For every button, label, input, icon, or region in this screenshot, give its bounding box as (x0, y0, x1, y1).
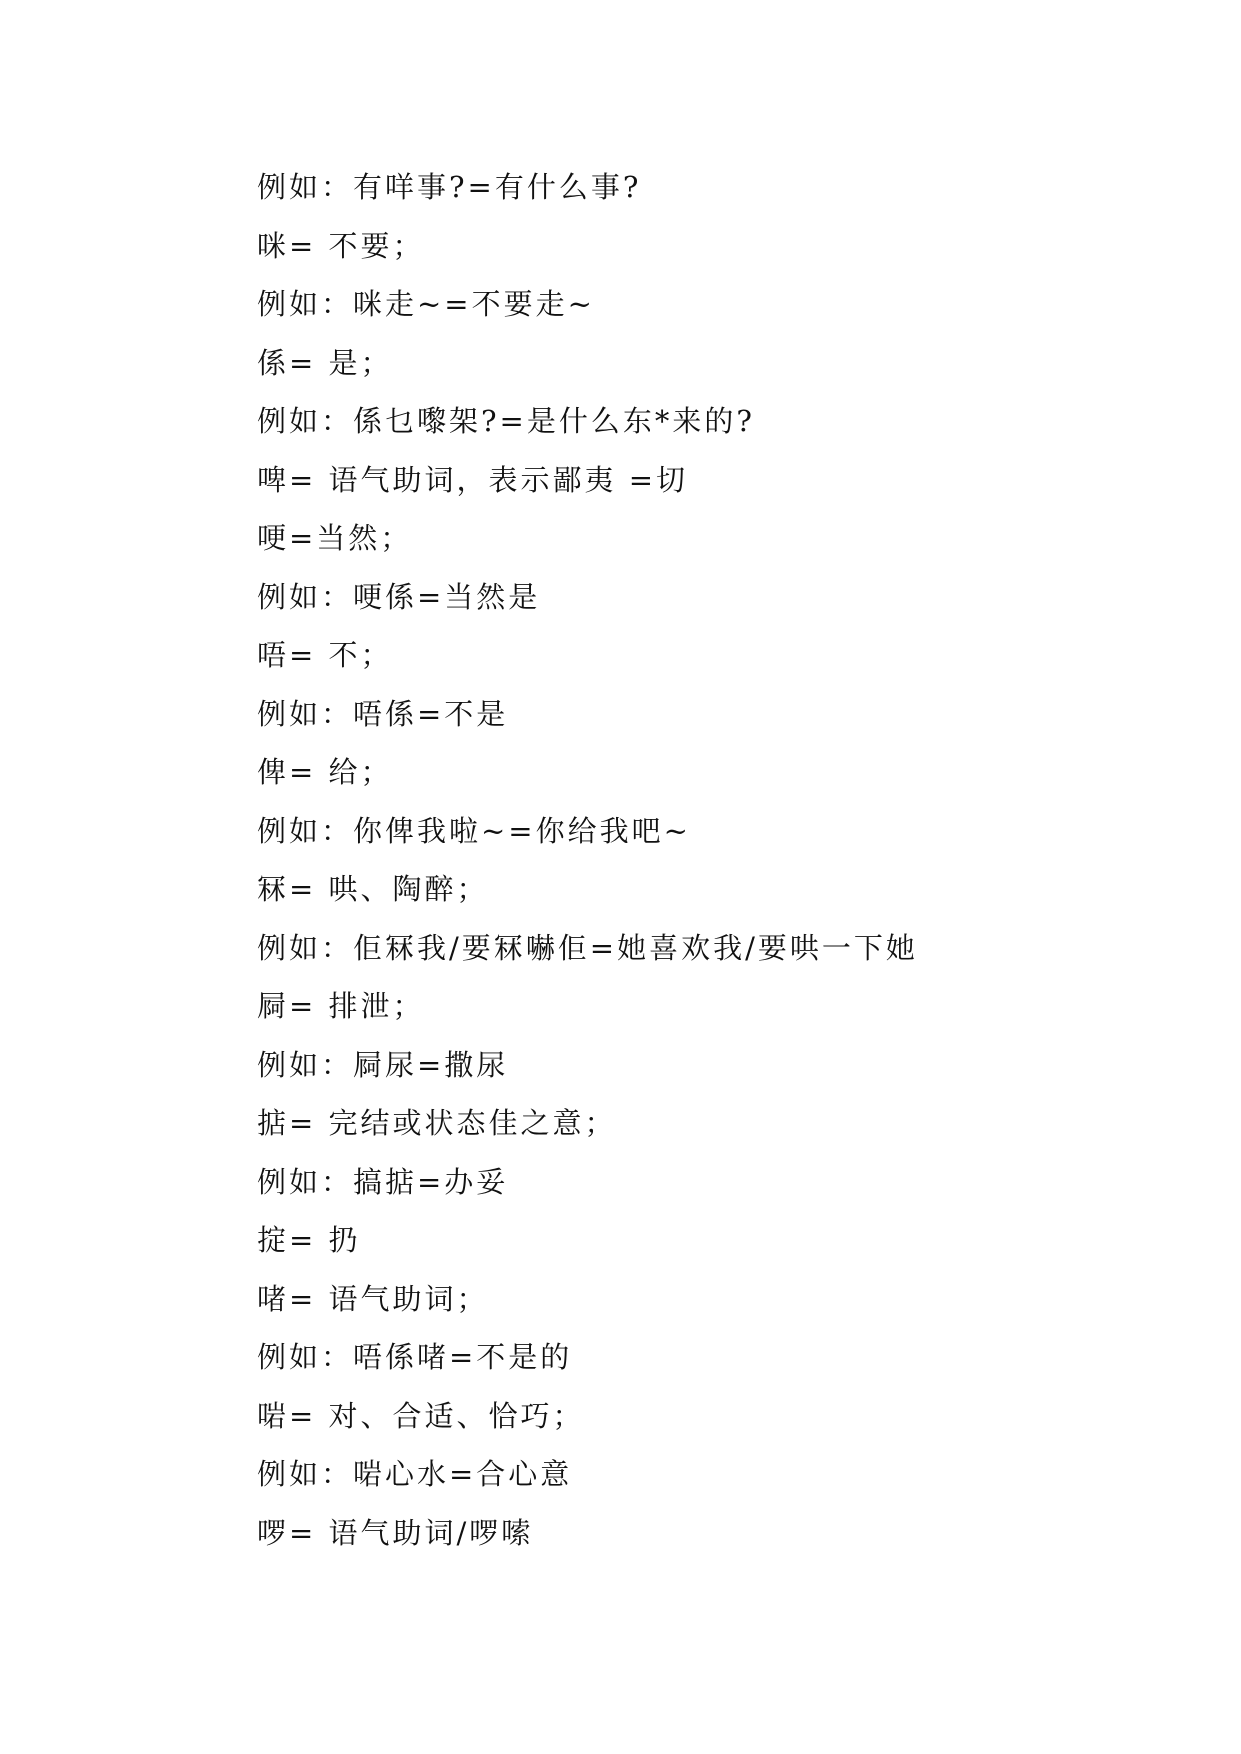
text-line: 唔= 不； (257, 638, 393, 672)
text-line: 啫= 语气助词； (257, 1281, 489, 1316)
text-line: 例如：你俾我啦~=你给我吧~ (257, 813, 691, 848)
text-line: 係= 是； (257, 345, 393, 380)
text-line: 啰= 语气助词/啰嗦 (257, 1515, 534, 1550)
text-line: 掂= 完结或状态佳之意； (257, 1106, 617, 1140)
text-line: 掟= 扔 (257, 1223, 361, 1257)
text-line: 咪= 不要； (257, 228, 425, 263)
text-line: 例如：屙尿=撒尿 (257, 1047, 509, 1082)
text-line: 例如：哽係=当然是 (257, 579, 541, 614)
text-line: 哽=当然； (257, 521, 413, 555)
text-line: 例如：咪走~=不要走~ (257, 287, 595, 321)
text-line: 冧= 哄、陶醉； (257, 872, 489, 906)
text-line: 例如：搞掂=办妥 (257, 1164, 509, 1199)
text-line: 例如：唔係=不是 (257, 696, 509, 731)
text-line: 屙= 排泄； (257, 989, 425, 1023)
text-line: 例如：啱心水=合心意 (257, 1457, 573, 1491)
text-line: 俾= 给； (257, 755, 393, 789)
text-line: 例如：唔係啫=不是的 (257, 1340, 573, 1374)
text-line: 例如：有咩事?=有什么事? (257, 170, 642, 204)
document-body (257, 158, 1157, 1562)
text-line: 例如：係乜嚟架?=是什么东*来的? (257, 404, 755, 438)
text-line: 例如：佢冧我/要冧嚇佢=她喜欢我/要哄一下她 (257, 930, 918, 965)
text-line: 啱= 对、合适、恰巧； (257, 1398, 585, 1433)
text-line: 啤= 语气助词，表示鄙夷 =切 (257, 462, 689, 497)
